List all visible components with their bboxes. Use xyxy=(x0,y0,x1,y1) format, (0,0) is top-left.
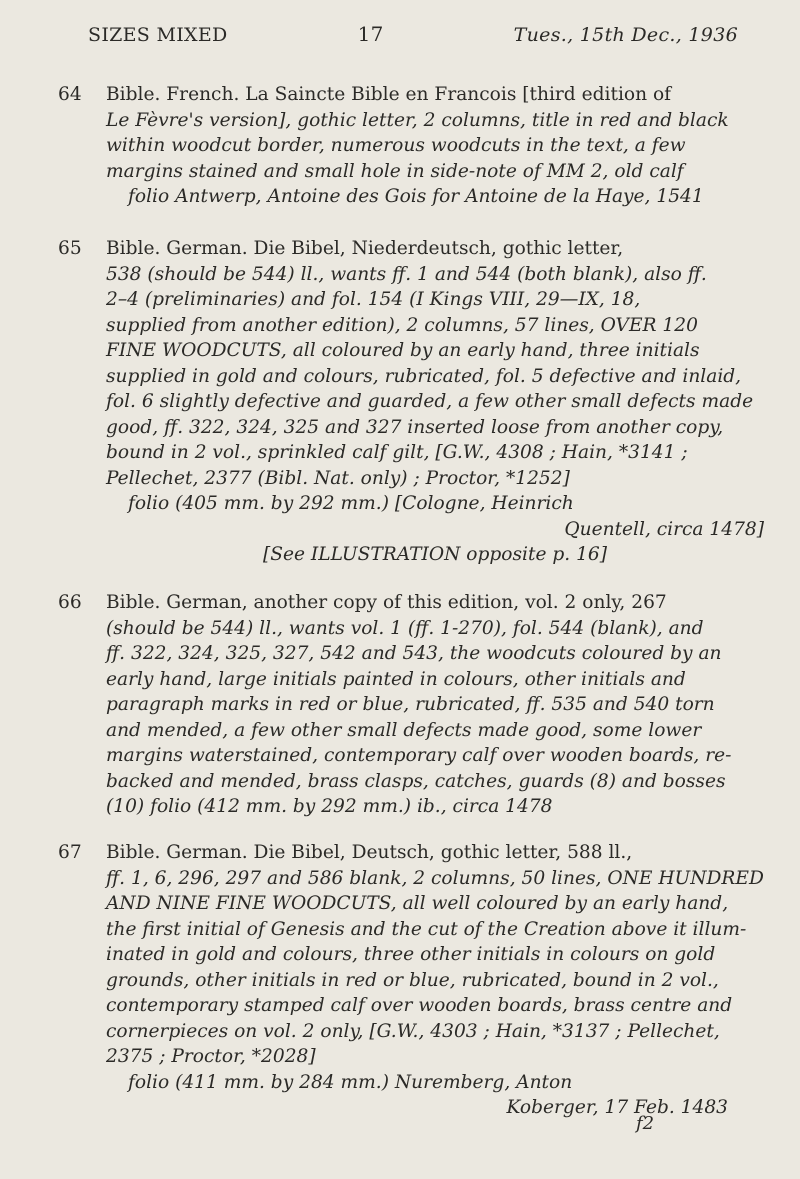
lot-line: 538 (should be 544) ll., wants ff. 1 and 544 (both blank), also ff. xyxy=(106,263,707,285)
lot-description xyxy=(106,82,764,210)
header-date: Tues., 15th Dec., 1936 xyxy=(513,24,738,46)
lot-line: margins stained and small hole in side-note of MM 2, old calf xyxy=(106,160,684,182)
lot-line: and mended, a few other small defects made good, some lower xyxy=(106,719,702,741)
lot-line: Bible. German, another copy of this edition, vol. 2 only, 267 xyxy=(106,592,667,613)
lot-line: grounds, other initials in red or blue, rubricated, bound in 2 vol., xyxy=(106,969,719,991)
page-number: 17 xyxy=(357,22,384,46)
lot-entry-67 xyxy=(58,840,764,1121)
lot-description xyxy=(106,236,764,568)
lot-number: 66 xyxy=(58,592,82,613)
lot-entry-66 xyxy=(58,590,764,820)
lot-description xyxy=(106,840,764,1121)
lot-line: supplied in gold and colours, rubricated, fol. 5 defective and inlaid, xyxy=(106,365,742,387)
page-header xyxy=(88,22,738,46)
lot-line: [See ILLUSTRATION opposite p. 16] xyxy=(262,544,608,565)
lot-line: early hand, large initials painted in colours, other initials and xyxy=(106,668,686,690)
lot-line: fol. 6 slightly defective and guarded, a few other small defects made xyxy=(106,391,754,412)
lot-line: (10) folio (412 mm. by 292 mm.) ib., circa 1478 xyxy=(106,796,553,817)
signature-mark: f2 xyxy=(636,1113,655,1134)
lot-line: Bible. German. Die Bibel, Deutsch, gothic letter, 588 ll., xyxy=(106,842,633,863)
lot-line: good, ff. 322, 324, 325 and 327 inserted loose from another copy, xyxy=(106,416,724,438)
lot-line: folio Antwerp, Antoine des Gois for Antoine de la Haye, 1541 xyxy=(128,186,704,207)
lot-line: Koberger, 17 Feb. 1483 xyxy=(506,1097,728,1118)
lot-line: bound in 2 vol., sprinkled calf gilt, [G.W., 4308 ; Hain, *3141 ; xyxy=(106,442,688,463)
lot-line: Le Fèvre's version], gothic letter, 2 columns, title in red and black xyxy=(106,109,729,131)
lot-line: contemporary stamped calf over wooden boards, brass centre and xyxy=(106,995,733,1016)
lot-line: cornerpieces on vol. 2 only, [G.W., 4303 ; Hain, *3137 ; Pellechet, xyxy=(106,1020,720,1042)
lot-line: margins waterstained, contemporary calf over wooden boards, re- xyxy=(106,745,732,766)
lot-line: (should be 544) ll., wants vol. 1 (ff. 1-270), fol. 544 (blank), and xyxy=(106,617,704,639)
lot-number: 65 xyxy=(58,238,82,259)
lot-line: the first initial of Genesis and the cut of the Creation above it illum- xyxy=(106,918,747,940)
lot-entry-65 xyxy=(58,236,764,568)
lot-line: Bible. German. Die Bibel, Niederdeutsch, gothic letter, xyxy=(106,238,624,259)
header-section-title: SIZES MIXED xyxy=(88,24,228,46)
lot-description xyxy=(106,590,764,820)
lot-number: 67 xyxy=(58,842,82,863)
lot-line: ff. 1, 6, 296, 297 and 586 blank, 2 columns, 50 lines, ONE HUNDRED xyxy=(106,867,764,889)
lot-line: supplied from another edition), 2 columns, 57 lines, OVER 120 xyxy=(106,314,698,336)
lot-line: 2375 ; Proctor, *2028] xyxy=(106,1046,316,1067)
lot-line: paragraph marks in red or blue, rubricated, ff. 535 and 540 torn xyxy=(106,694,715,715)
lot-line: folio (405 mm. by 292 mm.) [Cologne, Heinrich xyxy=(128,493,574,514)
lot-line: ff. 322, 324, 325, 327, 542 and 543, the woodcuts coloured by an xyxy=(106,643,722,664)
lot-entry-64 xyxy=(58,82,764,210)
lot-line: AND NINE FINE WOODCUTS, all well coloured by an early hand, xyxy=(106,893,729,914)
lot-line: inated in gold and colours, three other initials in colours on gold xyxy=(106,944,716,965)
lot-line: folio (411 mm. by 284 mm.) Nuremberg, Anton xyxy=(128,1071,573,1093)
lot-line: Bible. French. La Saincte Bible en Francois [third edition of xyxy=(106,84,672,105)
lot-line: 2–4 (preliminaries) and fol. 154 (I Kings VIII, 29—IX, 18, xyxy=(106,289,641,310)
lot-line: within woodcut border, numerous woodcuts in the text, a few xyxy=(106,135,686,156)
lot-line: Pellechet, 2377 (Bibl. Nat. only) ; Proctor, *1252] xyxy=(106,467,570,489)
lot-line: Quentell, circa 1478] xyxy=(564,518,764,540)
lot-line: backed and mended, brass clasps, catches, guards (8) and bosses xyxy=(106,770,726,792)
lot-line: FINE WOODCUTS, all coloured by an early hand, three initials xyxy=(106,340,700,361)
lot-number: 64 xyxy=(58,84,82,105)
